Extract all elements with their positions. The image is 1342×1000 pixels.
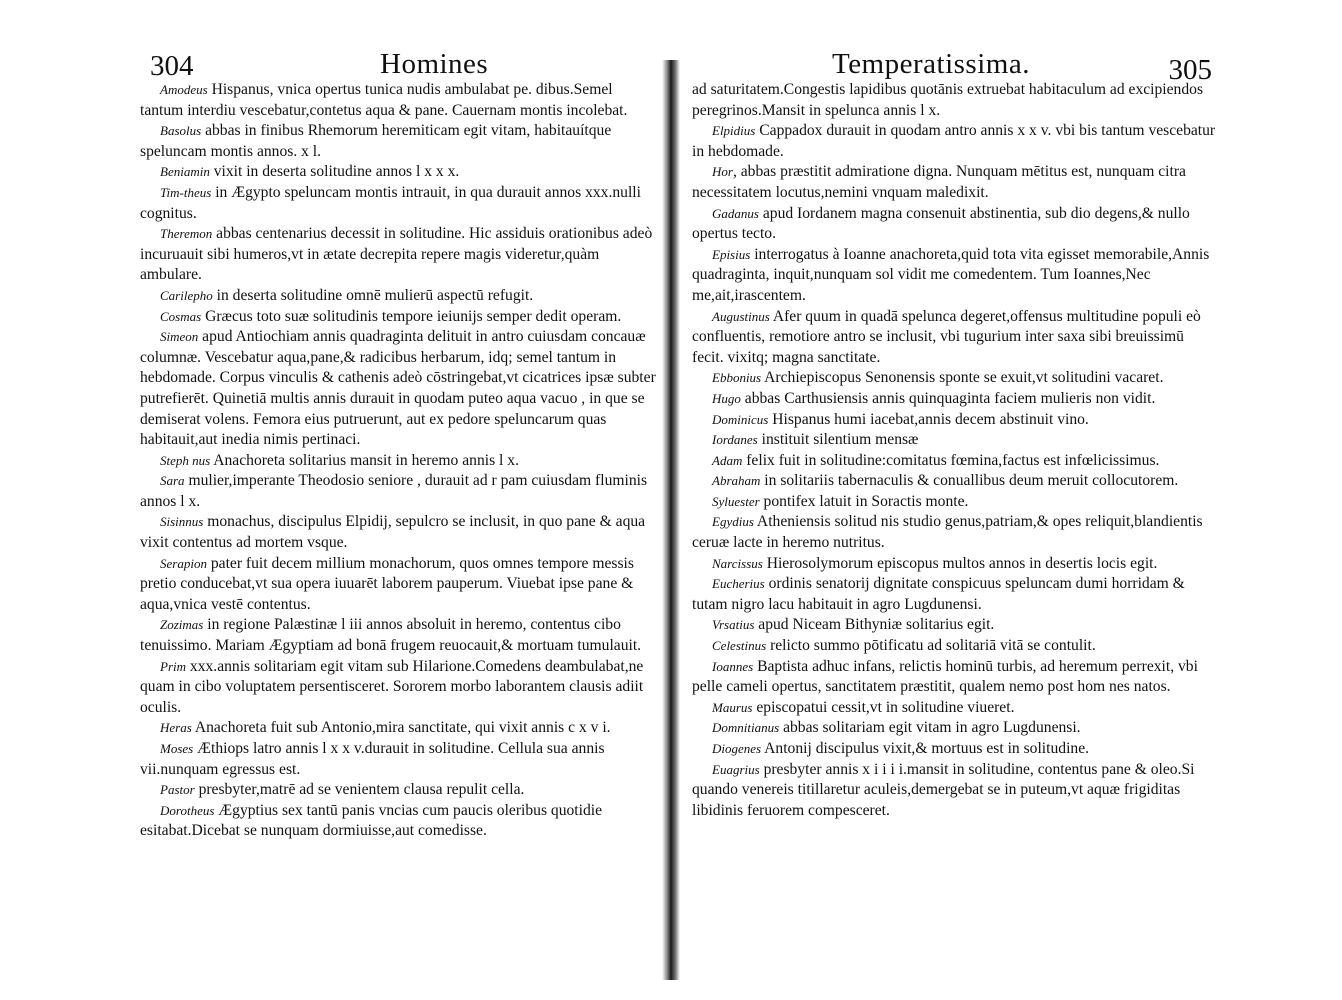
text-entry	[692, 657, 1216, 698]
entry-text: in Ægypto speluncam montis intrauit, in qua durauit annos xxx.nulli cognitus.	[140, 183, 641, 222]
entry-text: in solitariis tabernaculis & conuallibus deum meruit collocutorem.	[760, 472, 1179, 490]
entry-name: Dorotheus	[160, 802, 215, 818]
entry-text: Baptista adhuc infans, relictis hominū turbis, ad heremum perrexit, vbi pelle cameli opertus, sanctitatem præstitit, qualem nemo post hom nes natos.	[692, 657, 1198, 696]
text-entry	[140, 512, 658, 553]
running-head: Temperatissima.	[832, 48, 1030, 80]
right-page-text	[692, 80, 1216, 821]
entry-name: Steph nus	[160, 452, 211, 468]
text-entry	[140, 307, 658, 328]
entry-name: Ioannes	[712, 658, 754, 674]
entry-name: Tim-theus	[160, 184, 212, 200]
text-entry	[692, 410, 1216, 431]
text-entry	[692, 245, 1216, 307]
text-entry	[692, 760, 1216, 822]
entry-text: Hispanus humi iacebat,annis decem abstinuit vino.	[768, 410, 1089, 428]
entry-text: xxx.annis solitariam egit vitam sub Hilarione.Comedens deambulabat,ne quam in cibo voluptatem persentisceret. Sororem morbo laborantem clausis adiit oculis.	[140, 657, 644, 716]
entry-text: relicto summo pōtificatu ad solitariā vitā se contulit.	[766, 637, 1096, 655]
left-page-text	[140, 80, 658, 842]
text-entry	[692, 451, 1216, 472]
entry-text: monachus, discipulus Elpidij, sepulcro se inclusit, in quo pane & aqua vixit contentus ad mortem vsque.	[140, 513, 646, 552]
text-entry	[692, 80, 1216, 121]
entry-text: Hierosolymorum episcopus multos annos in desertis locis egit.	[762, 554, 1158, 572]
left-page	[140, 44, 658, 984]
entry-text: Ægyptius sex tantū panis vncias cum paucis oleribus quotidie esitabat.Dicebat se nunquam dormiuisse,aut comedisse.	[140, 801, 603, 840]
text-entry	[692, 739, 1216, 760]
entry-name: Dominicus	[712, 411, 769, 427]
text-entry	[692, 307, 1216, 369]
entry-text: Anachoreta fuit sub Antonio,mira sanctitate, qui vixit annis c x v i.	[191, 719, 611, 737]
entry-text: abbas solitariam egit vitam in agro Lugdunensi.	[779, 719, 1081, 737]
entry-text: Afer quum in quadā spelunca degeret,offensus multitudine populi eò confluentis, remotiore antro se inclusit, vbi tugurium inter saxa sibi breuissimū fecit. vixitq; magna sanctitate.	[692, 307, 1201, 366]
right-page	[692, 44, 1216, 984]
entry-name: Amodeus	[160, 82, 208, 97]
text-entry	[140, 286, 658, 307]
left-page-header	[140, 44, 658, 84]
entry-name: Cosmas	[160, 308, 202, 324]
page-number: 305	[1168, 54, 1212, 86]
entry-text: pater fuit decem millium monachorum, quos omnes tempore messis pretio conducebat,vt sua opera iuuarēt laborem pauperum. Viuebat ipse pane & aqua,vnica vestē contentus.	[140, 554, 634, 613]
entry-text: interrogatus à Ioanne anachoreta,quid tota vita egisset memorabile,Annis quadraginta, inquit,nunquam sol vidit me comedentem. Tum Ioannes,Nec me,ait,irascentem.	[692, 245, 1210, 304]
entry-name: Narcissus	[712, 555, 763, 571]
entry-text: in deserta solitudine omnē mulierū aspectū refugit.	[212, 286, 534, 304]
entry-name: Hugo	[712, 390, 741, 406]
entry-text: Archiepiscopus Senonensis sponte se exuit,vt solitudini vacaret.	[761, 369, 1164, 387]
entry-name: Basolus	[160, 123, 202, 139]
entry-name: Gadanus	[712, 205, 759, 221]
entry-name: Serapion	[160, 555, 207, 571]
entry-name: Carilepho	[160, 287, 213, 303]
text-entry	[692, 121, 1216, 162]
text-entry	[692, 471, 1216, 492]
entry-name: Iordanes	[712, 432, 758, 448]
entry-name: Syluester	[712, 493, 760, 509]
entry-name: Moses	[160, 741, 194, 756]
text-entry	[692, 636, 1216, 657]
text-entry	[140, 554, 658, 616]
text-entry	[140, 739, 658, 780]
entry-text: , abbas præstitit admiratione digna. Nunquam mētitus est, nunquam citra necessitatem locutus,nemini vnquam maledixit.	[692, 163, 1186, 201]
running-head: Homines	[380, 48, 489, 80]
entry-text: Cappadox durauit in quodam antro annis x x v. vbi bis tantum vescebatur in hebdomade.	[692, 122, 1216, 160]
text-entry	[140, 451, 658, 472]
entry-text: apud Antiochiam annis quadraginta delituit in antro cuiusdam concauæ columnæ. Vescebatur aqua,pane,& radicibus herbarum, idq; semel tantum in hebdomade. Corpus vinculis & cathenis adeò cōstringebat,vt cicatrices ipsæ subter putrefierēt. Quinetiā multis annis durauit in quodam puteo aqua vacuo , in que se demiserat volens. Femora eius putruerunt, aut ex pedore speluncarum quas habitauit,aut inedia nimis pertinaci.	[140, 328, 656, 449]
entry-name: Simeon	[160, 329, 199, 345]
entry-name: Vrsatius	[712, 617, 755, 633]
entry-name: Sisinnus	[160, 514, 204, 530]
entry-text: Græcus toto suæ solitudinis tempore ieiunijs semper dedit operam.	[201, 307, 622, 325]
entry-name: Prim	[160, 658, 186, 674]
entry-text: abbas centenarius decessit in solitudine. Hic assiduis orationibus adeò incuruauit sibi humeros,vt in ætate decrepita repere magis videretur,quàm ambulare.	[140, 225, 653, 284]
text-entry	[692, 718, 1216, 739]
text-entry	[692, 389, 1216, 410]
text-entry	[692, 554, 1216, 575]
entry-text: Atheniensis solitud nis studio genus,patriam,& opes reliquit,blandientis ceruæ lacte in heremo nutritus.	[692, 513, 1203, 552]
text-entry	[692, 162, 1216, 203]
entry-text: abbas in finibus Rhemorum heremiticam egit vitam, habitauítque speluncam montis annos. x l.	[140, 122, 612, 160]
entry-text: Hispanus, vnica opertus tunica nudis ambulabat pe. dibus.Semel tantum interdiu vescebatur,contetus aqua & pane. Cauernam montis incolebat.	[140, 81, 628, 119]
entry-text: instituit silentium mensæ	[757, 431, 919, 449]
entry-name: Episius	[712, 246, 751, 262]
entry-name: Celestinus	[712, 638, 767, 654]
entry-text: ad saturitatem.Congestis lapidibus quotānis extruebat habitaculum ad excipiendos peregrinos.Mansit in spelunca annis l x.	[692, 81, 1204, 119]
entry-text: ordinis senatorij dignitate conspicuus speluncam dumi horridam & tutam nigro lacu habitauit in agro Lugdunensi.	[692, 575, 1185, 613]
text-entry	[140, 162, 658, 183]
entry-text: pontifex latuit in Soractis monte.	[759, 492, 969, 510]
text-entry	[140, 183, 658, 224]
entry-text: episcopatui cessit,vt in solitudine viueret.	[752, 698, 1015, 716]
page-number: 304	[150, 50, 194, 82]
entry-text: Anachoreta solitarius mansit in heremo annis l x.	[210, 451, 519, 469]
entry-name: Theremon	[160, 226, 213, 242]
entry-name: Euagrius	[712, 761, 760, 777]
text-entry	[692, 615, 1216, 636]
entry-name: Maurus	[712, 699, 753, 715]
entry-name: Adam	[712, 452, 743, 468]
text-entry	[140, 471, 658, 512]
entry-name: Domnitianus	[712, 720, 780, 736]
entry-text: in regione Palæstinæ l iii annos absoluit in heremo, contentus cibo tenuissimo. Mariam Ægyptiam ad bonā frugem reuocauit,& mortuam tumulauit.	[140, 616, 642, 655]
entry-name: Pastor	[160, 782, 195, 798]
text-entry	[140, 615, 658, 656]
text-entry	[140, 657, 658, 719]
entry-text: felix fuit in solitudine:comitatus fœmina,factus est infœlicissimus.	[742, 451, 1160, 469]
entry-name: Zozimas	[160, 617, 204, 633]
entry-name: Elpidius	[712, 123, 756, 139]
entry-name: Heras	[160, 720, 192, 736]
text-entry	[140, 327, 658, 451]
entry-name: Sara	[160, 473, 185, 489]
entry-name: Hor	[712, 164, 733, 180]
entry-name: Beniamin	[160, 164, 210, 180]
text-entry	[692, 574, 1216, 615]
entry-text: Æthiops latro annis l x x v.durauit in solitudine. Cellula sua annis vii.nunquam egressus est.	[140, 740, 605, 778]
text-entry	[140, 801, 658, 842]
text-entry	[140, 80, 658, 121]
entry-name: Augustinus	[712, 308, 770, 324]
text-entry	[692, 512, 1216, 553]
text-entry	[692, 368, 1216, 389]
text-entry	[140, 780, 658, 801]
entry-name: Eucherius	[712, 576, 765, 592]
entry-name: Abraham	[712, 473, 761, 489]
entry-text: presbyter annis x i i i i.mansit in solitudine, contentus pane & oleo.Si quando venereis titillaretur aculeis,demergebat se in puteum,vt aquæ frigiditas libidinis feruorem compesceret.	[692, 760, 1195, 819]
entry-text: Antonij discipulus vixit,& mortuus est in solitudine.	[761, 740, 1090, 757]
text-entry	[692, 204, 1216, 245]
text-entry	[692, 698, 1216, 719]
text-entry	[140, 718, 658, 739]
text-entry	[140, 121, 658, 162]
entry-name: Egydius	[712, 514, 754, 530]
entry-name: Diogenes	[712, 741, 762, 756]
text-entry	[140, 224, 658, 286]
text-entry	[692, 492, 1216, 513]
entry-text: presbyter,matrē ad se venientem clausa repulit cella.	[194, 781, 525, 799]
entry-text: abbas Carthusiensis annis quinquaginta faciem mulieris non vidit.	[740, 389, 1156, 407]
right-page-header	[692, 44, 1216, 84]
entry-text: vixit in deserta solitudine annos l x x x.	[209, 163, 460, 181]
text-entry	[692, 430, 1216, 451]
entry-text: apud Iordanem magna consenuit abstinentia, sub dio degens,& nullo opertus tecto.	[692, 204, 1190, 243]
entry-text: apud Niceam Bithyniæ solitarius egit.	[754, 616, 995, 634]
entry-text: mulier,imperante Theodosio seniore , durauit ad r pam cuiusdam fluminis annos l x.	[140, 472, 648, 510]
book-gutter	[662, 60, 680, 980]
entry-name: Ebbonius	[712, 370, 762, 386]
